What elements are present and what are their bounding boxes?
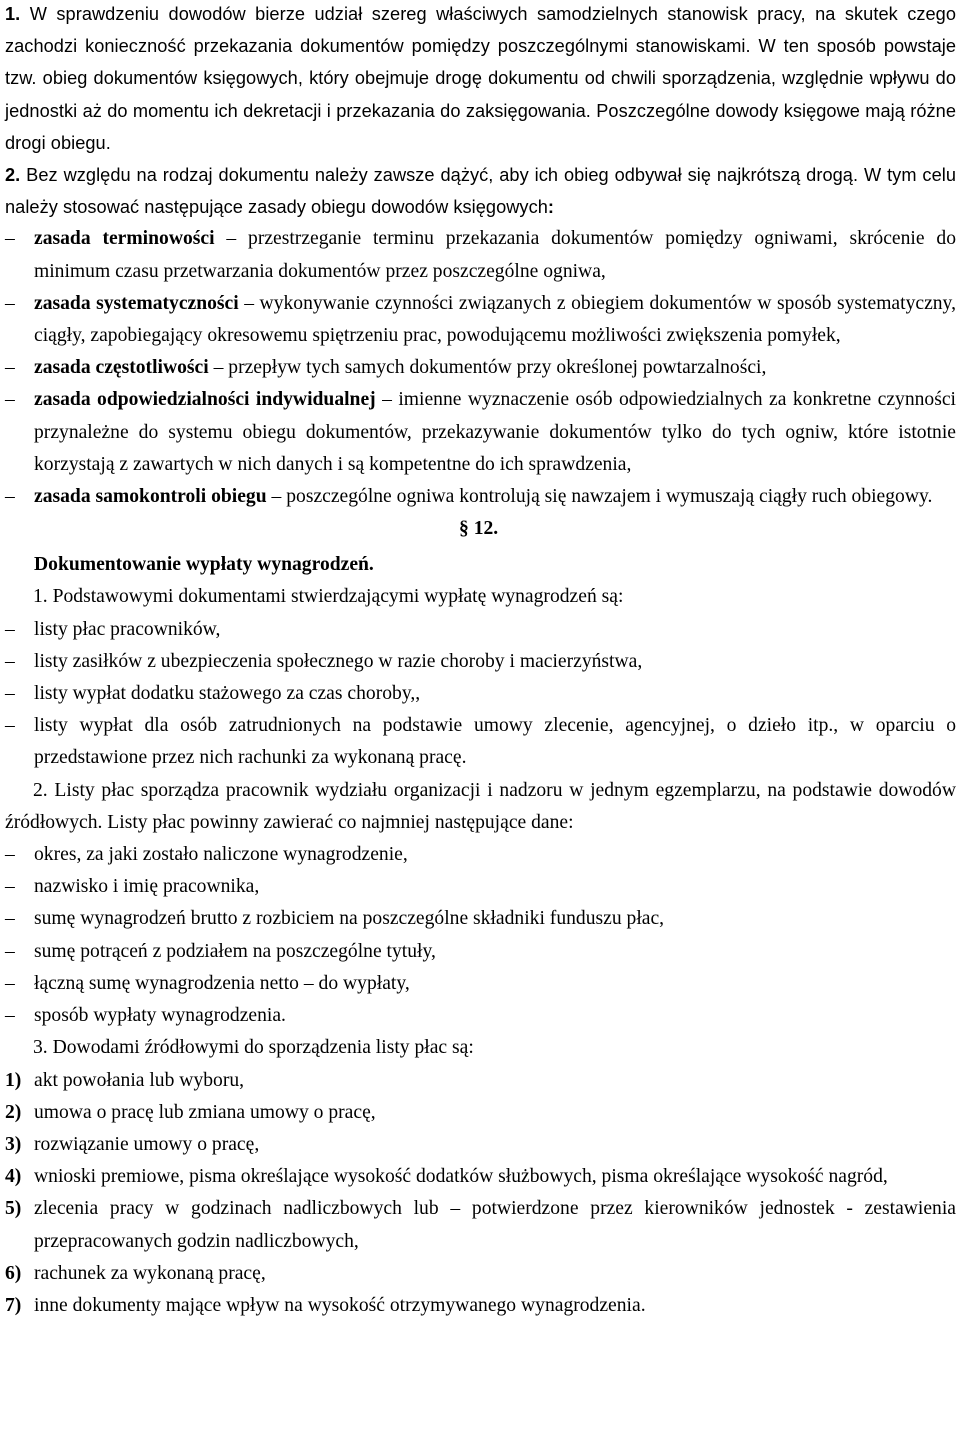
list-item: – listy płac pracowników, bbox=[5, 614, 956, 646]
rule-name: zasada odpowiedzialności indywidualnej bbox=[34, 389, 376, 411]
section-mark: § 12. bbox=[459, 518, 499, 540]
item-number: 5) bbox=[5, 1198, 22, 1220]
rule-name: zasada systematyczności bbox=[34, 292, 239, 314]
list-item bbox=[5, 384, 956, 481]
item-text: inne dokumenty mające wpływ na wysokość otrzymywanego wynagrodzenia. bbox=[34, 1294, 646, 1316]
rule-description: – przestrzeganie terminu przekazania dokumentów pomiędzy ogniwami, skrócenie do minimum czasu przetwarzania dokumentów przez poszczególne ogniwa, bbox=[34, 228, 956, 282]
list-item: – listy zasiłków z ubezpieczenia społecznego w razie choroby i macierzyństwa, bbox=[5, 646, 956, 678]
list-item: – listy wypłat dla osób zatrudnionych na podstawie umowy zlecenie, agencyjnej, o dzieło itp., w oparciu o przedstawione przez nich rachunki za wykonaną pracę. bbox=[5, 710, 956, 774]
rule-description: – przepływ tych samych dokumentów przy określonej powtarzalności, bbox=[208, 357, 767, 379]
paragraph-2 bbox=[5, 775, 956, 839]
list-item: – okres, za jaki zostało naliczone wynagrodzenie, bbox=[5, 839, 956, 871]
numbered-item bbox=[5, 1290, 956, 1322]
item-number: 4) bbox=[5, 1166, 22, 1188]
numbered-item bbox=[5, 1065, 956, 1097]
list-item: – sposób wypłaty wynagrodzenia. bbox=[5, 1000, 956, 1032]
item-text: umowa o pracę lub zmiana umowy o pracę, bbox=[34, 1101, 376, 1123]
paragraph-number: 2. bbox=[5, 165, 21, 186]
list-item bbox=[5, 481, 956, 513]
rule-name: zasada częstotliwości bbox=[34, 357, 209, 379]
rules-list bbox=[5, 223, 956, 1322]
numbered-item bbox=[5, 1129, 956, 1161]
paragraph-1 bbox=[5, 581, 956, 613]
list-item bbox=[5, 288, 956, 352]
numbered-item bbox=[5, 1097, 956, 1129]
numbered-item bbox=[5, 1258, 956, 1290]
item-text: rachunek za wykonaną pracę, bbox=[34, 1262, 266, 1284]
item-text: rozwiązanie umowy o pracę, bbox=[34, 1133, 260, 1155]
rule-description: – poszczególne ogniwa kontrolują się nawzajem i wymuszają ciągły ruch obiegowy. bbox=[266, 486, 933, 508]
paragraph-3 bbox=[5, 1032, 956, 1064]
list-item: – sumę potrąceń z podziałem na poszczególne tytuły, bbox=[5, 936, 956, 968]
list-item: – listy wypłat dodatku stażowego za czas choroby,, bbox=[5, 678, 956, 710]
paragraph-text: W sprawdzeniu dowodów bierze udział szereg właściwych samodzielnych stanowisk pracy, na skutek czego zachodzi konieczność przekazania dokumentów pomiędzy poszczególnymi stanowiskami. W ten sposób powstaje tzw. obieg dokumentów księgowych, który obejmuje drogę dokumentu od chwili sporządzenia, względnie wpływu do jednostki aż do momentu ich dekretacji i przekazania do zaksięgowania. Poszczególne dowody księgowe mają różne drogi obiegu. bbox=[5, 4, 956, 153]
paragraph-text: Bez względu na rodzaj dokumentu należy zawsze dążyć, aby ich obieg odbywał się najkrótszą drogą. W tym celu należy stosować następujące zasady obiegu dowodów księgowych bbox=[5, 165, 956, 218]
item-number: 2) bbox=[5, 1101, 22, 1123]
circulation-section bbox=[5, 0, 956, 223]
paragraph-2 bbox=[5, 159, 956, 223]
paragraph-number: 1. bbox=[33, 586, 48, 608]
paragraph-text: Podstawowymi dokumentami stwierdzającymi wypłatę wynagrodzeń są: bbox=[47, 586, 624, 608]
rule-name: zasada terminowości bbox=[34, 228, 215, 250]
paragraph-number: 2. bbox=[33, 779, 48, 801]
item-number: 1) bbox=[5, 1069, 22, 1091]
paragraph-1 bbox=[5, 0, 956, 159]
section-mark-row bbox=[5, 517, 956, 549]
colon: : bbox=[547, 197, 554, 218]
item-text: akt powołania lub wyboru, bbox=[34, 1069, 245, 1091]
list-item bbox=[5, 352, 956, 384]
rule-description: – wykonywanie czynności związanych z obiegiem dokumentów w sposób systematyczny, ciągły, zapobiegający okresowemu spiętrzeniu prac, powodującemu możliwości zwiększenia pomyłek, bbox=[34, 292, 956, 347]
list-item: – nazwisko i imię pracownika, bbox=[5, 871, 956, 903]
list-item: – sumę wynagrodzeń brutto z rozbiciem na poszczególne składniki funduszu płac, bbox=[5, 903, 956, 935]
paragraph-number: 1. bbox=[5, 4, 21, 24]
rule-description: – imienne wyznaczenie osób odpowiedzialnych za konkretne czynności przynależne do systemu obiegu dokumentów, przekazywanie dokumentów tylko do tych ogniw, które istotnie korzystają z zawartych w nich danych i są kompetentne do ich sprawdzenia, bbox=[34, 389, 956, 475]
paragraph-number: 3. bbox=[33, 1037, 48, 1059]
paragraph-text: Listy płac sporządza pracownik wydziału organizacji i nadzoru w jednym egzemplarzu, na podstawie dowodów źródłowych. Listy płac powinny zawierać co najmniej następujące dane: bbox=[5, 779, 956, 833]
item-number: 3) bbox=[5, 1133, 22, 1155]
item-number: 6) bbox=[5, 1262, 22, 1284]
paragraph-text: Dowodami źródłowymi do sporządzenia listy płac są: bbox=[47, 1037, 474, 1059]
item-number: 7) bbox=[5, 1294, 22, 1316]
list-item bbox=[5, 223, 956, 287]
document-page bbox=[5, 0, 956, 1322]
section-title: Dokumentowanie wypłaty wynagrodzeń. bbox=[34, 554, 374, 576]
item-text: wnioski premiowe, pisma określające wysokość dodatków służbowych, pisma określające wysokość nagród, bbox=[34, 1166, 888, 1188]
item-text: zlecenia pracy w godzinach nadliczbowych lub – potwierdzone przez kierowników jednostek - zestawienia przepracowanych godzin nadliczbowych, bbox=[34, 1198, 956, 1252]
numbered-item bbox=[5, 1193, 956, 1257]
list-item: – łączną sumę wynagrodzenia netto – do wypłaty, bbox=[5, 968, 956, 1000]
numbered-item bbox=[5, 1161, 956, 1193]
rule-name: zasada samokontroli obiegu bbox=[34, 486, 267, 508]
